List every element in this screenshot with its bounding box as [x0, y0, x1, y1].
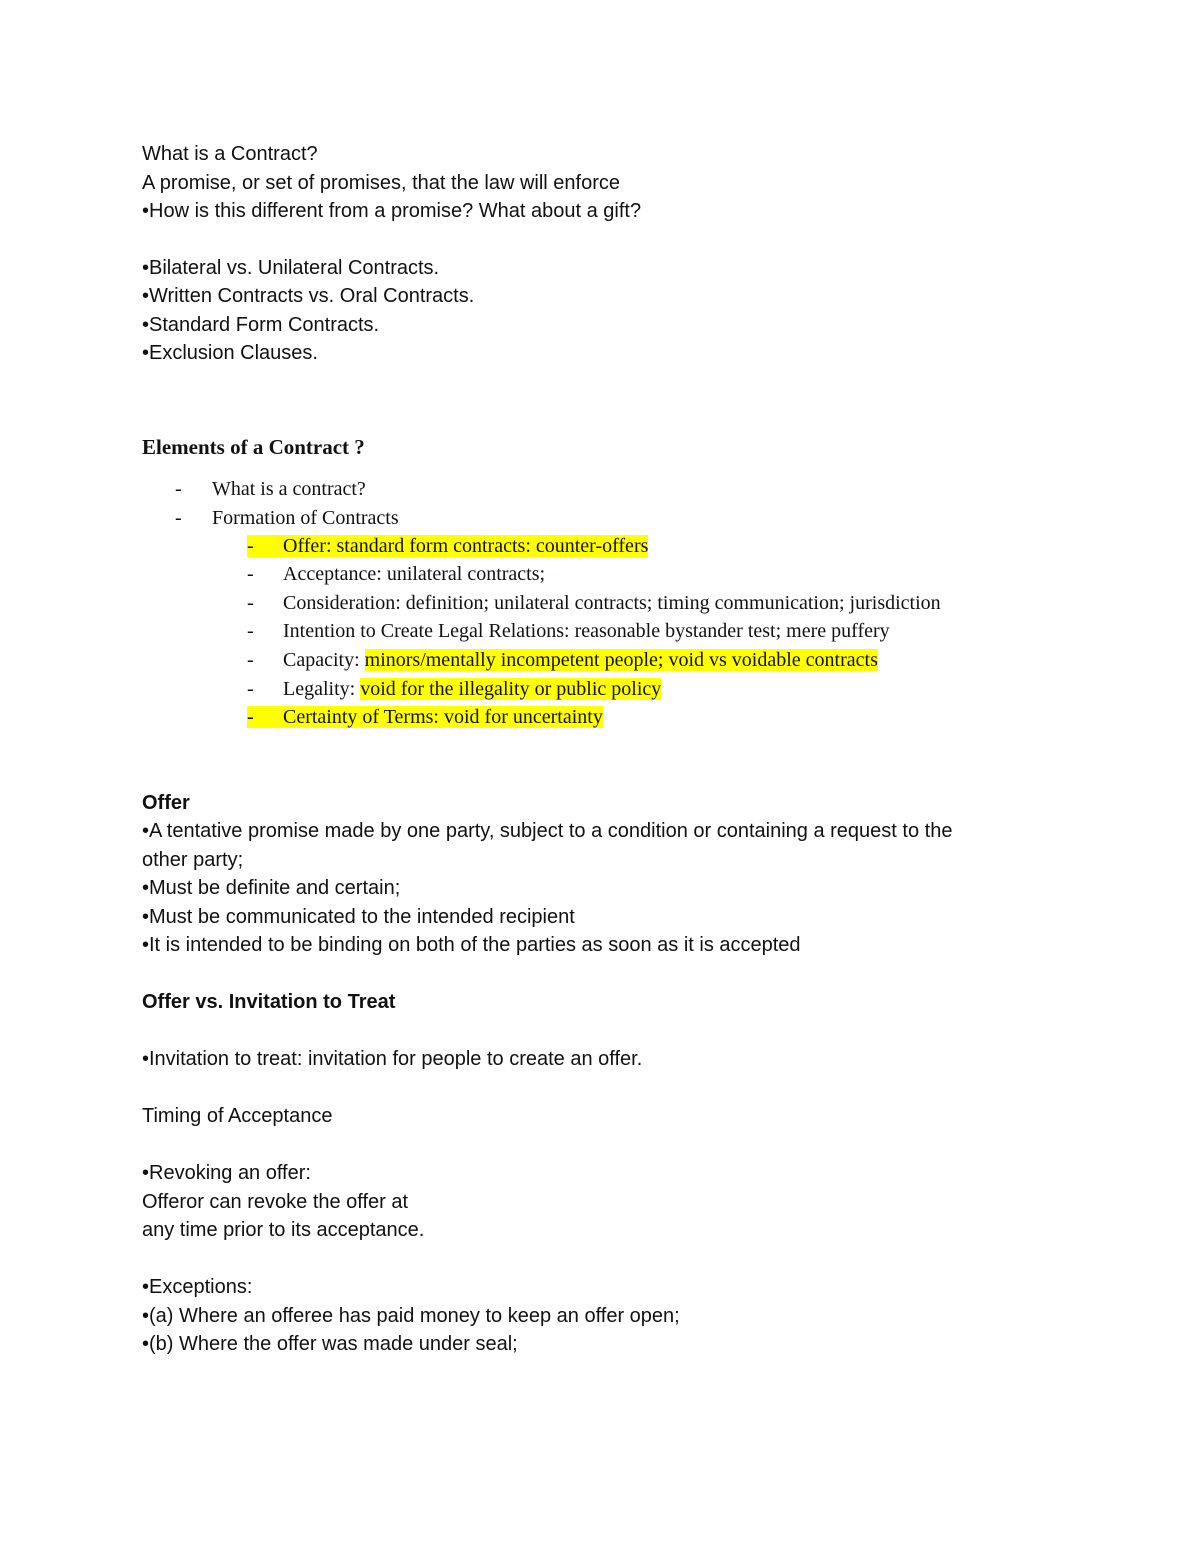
legality-detail: void for the illegality or public policy: [360, 678, 662, 700]
sub-list-item-acceptance: [247, 560, 545, 588]
certainty-item-text: Certainty of Terms: void for uncertainty: [283, 706, 603, 728]
elements-heading: Elements of a Contract ?: [142, 435, 365, 459]
list-item-text: Formation of Contracts: [212, 507, 399, 529]
sub-list-item-legality: [247, 675, 661, 703]
list-dash: -: [247, 535, 254, 557]
list-dash: -: [247, 678, 254, 700]
list-dash: -: [247, 563, 254, 585]
list-item: [175, 475, 366, 503]
offer-heading: Offer: [142, 792, 190, 814]
exception-item: •(b) Where the offer was made under seal;: [142, 1333, 518, 1355]
contract-type-item: •Exclusion Clauses.: [142, 342, 318, 364]
exceptions-label: •Exceptions:: [142, 1276, 253, 1298]
intention-item-text: Intention to Create Legal Relations: reasonable bystander test; mere puffery: [283, 620, 890, 642]
intro-question: •How is this different from a promise? What about a gift?: [142, 200, 642, 222]
offer-point: •Must be communicated to the intended recipient: [142, 906, 575, 928]
exception-item: •(a) Where an offeree has paid money to keep an offer open;: [142, 1305, 680, 1327]
offer-point: •A tentative promise made by one party, subject to a condition or containing a request to the: [142, 820, 953, 842]
sub-list-item-consideration: [247, 589, 941, 617]
offer-item-text: Offer: standard form contracts: counter-offers: [283, 535, 649, 557]
list-dash: -: [247, 620, 254, 642]
consideration-item-text: Consideration: definition; unilateral contracts; timing communication; jurisdiction: [283, 592, 941, 614]
sub-list-item-offer: [247, 532, 648, 560]
contract-type-item: •Written Contracts vs. Oral Contracts.: [142, 285, 475, 307]
intro-title: What is a Contract?: [142, 143, 318, 165]
acceptance-heading: Timing of Acceptance: [142, 1105, 333, 1127]
offer-point: •It is intended to be binding on both of the parties as soon as it is accepted: [142, 934, 801, 956]
revoke-text: any time prior to its acceptance.: [142, 1219, 425, 1241]
list-item-text: What is a contract?: [212, 478, 366, 500]
revoke-text: Offeror can revoke the offer at: [142, 1191, 409, 1213]
intro-definition: A promise, or set of promises, that the law will enforce: [142, 172, 620, 194]
contract-type-item: •Standard Form Contracts.: [142, 314, 380, 336]
invitation-definition: •Invitation to treat: invitation for people to create an offer.: [142, 1048, 643, 1070]
contract-type-item: •Bilateral vs. Unilateral Contracts.: [142, 257, 440, 279]
sub-list-item-capacity: [247, 646, 878, 674]
offer-point: other party;: [142, 849, 244, 871]
sub-list-item-certainty: [247, 703, 603, 731]
list-dash: -: [247, 706, 254, 728]
sub-list-item-intention: [247, 617, 890, 645]
list-dash: -: [175, 507, 182, 529]
capacity-label: Capacity:: [283, 649, 365, 671]
invitation-heading: Offer vs. Invitation to Treat: [142, 991, 396, 1013]
list-dash: -: [247, 592, 254, 614]
legality-label: Legality:: [283, 678, 361, 700]
list-dash: -: [175, 478, 182, 500]
list-dash: -: [247, 649, 254, 671]
capacity-detail: minors/mentally incompetent people; void vs voidable contracts: [364, 649, 878, 671]
acceptance-item-text: Acceptance: unilateral contracts;: [283, 563, 546, 585]
revoking-label: •Revoking an offer:: [142, 1162, 311, 1184]
offer-point: •Must be definite and certain;: [142, 877, 401, 899]
list-item: [175, 504, 399, 532]
